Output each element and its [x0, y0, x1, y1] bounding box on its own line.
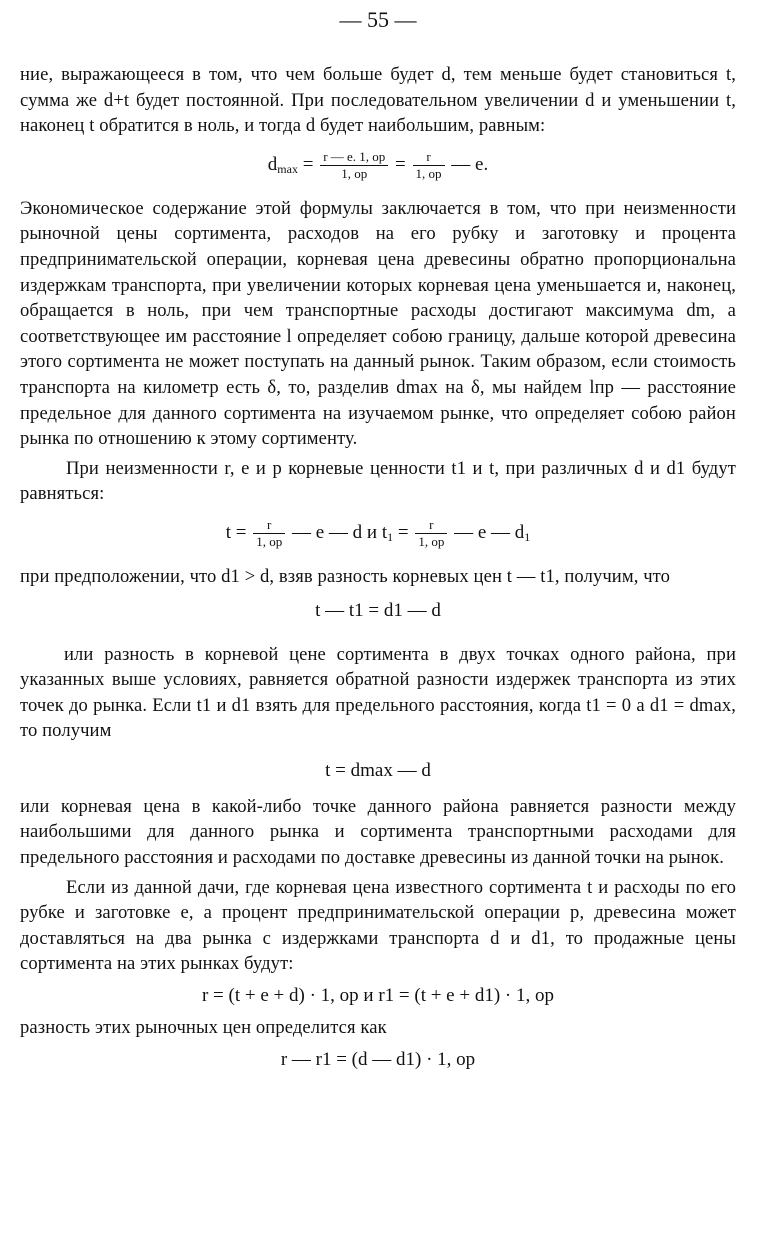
formula-t1-tail: — e — d: [454, 521, 525, 543]
paragraph-3: При неизменности r, e и p корневые ценности t1 и t, при различных d и d1 будут равняться:: [20, 457, 736, 505]
formula-conjunction: и: [366, 521, 378, 543]
formula-t-lhs: t =: [225, 521, 247, 543]
fraction-numerator: r: [413, 149, 445, 166]
fraction-denominator: 1, op: [415, 165, 442, 181]
formula-t1-lhs: t: [381, 521, 388, 543]
formula-dmax-eq-2: =: [395, 153, 406, 175]
paragraph-4: при предположении, что d1 > d, взяв разность корневых цен t — t1, получим, что: [20, 565, 671, 587]
paragraph-7: Если из данной дачи, где корневая цена известного сортимента t и расходы по его рубке и заготовке e, а процент предпринимательской операции p, древесина может доставляться на два рынка с издержками транспорта d и d1, то продажные цены сортимента на этих рынках будут:: [20, 876, 736, 975]
formula-t1-eq: =: [397, 521, 409, 543]
paragraph-8: разность этих рыночных цен определится как: [20, 1017, 387, 1039]
formula-market-prices: r = (t + e + d) · 1, op и r1 = (t + e + d1) · 1, op: [201, 985, 554, 1007]
page-number: — 55 —: [339, 7, 417, 32]
paragraph-1: ние, выражающееся в том, что чем больше будет d, тем меньше будет становиться t, сумма же d+t будет постоянной. При последовательном увеличении d и уменьшении t, наконец t обратится в ноль, и тогда d будет наибольшим, равным:: [20, 64, 736, 137]
formula-t1-fraction: [415, 517, 447, 550]
formula-dmax-tail: — e.: [451, 153, 489, 175]
formula-t-dmax: t = dmax — d: [325, 759, 431, 781]
formula-t-t1: [20, 517, 736, 550]
formula-dmax-fraction-2: [413, 149, 445, 182]
formula-dmax-eq: =: [302, 153, 314, 175]
formula-dmax-lhs-sub: max: [277, 161, 298, 176]
paragraph-6: или корневая цена в какой-либо точке данного района равняется разности между наибольшими для данного рынка и сортимента транспортными расходами для предельного расстояния и расходами по доставке древесины из данной точки на рынок.: [20, 795, 736, 869]
formula-t1-lhs-sub: 1: [387, 529, 394, 544]
fraction-denominator: 1, op: [256, 533, 283, 549]
formula-dmax-fraction-1: [320, 149, 388, 182]
formula-t-tail: — e — d: [291, 521, 363, 543]
formula-price-difference: r — r1 = (d — d1) · 1, op: [280, 1048, 476, 1070]
fraction-denominator: 1, op: [418, 533, 445, 549]
paragraph-2: Экономическое содержание этой формулы заключается в том, что при неизменности рыночной цены сортимента, расходов на его рубку и заготовку и процента предпринимательской операции, корневая цена древесины обратно пропорциональна издержкам транспорта, при увеличении которых корневая цена уменьшается и, наконец, обращается в ноль, при чем транспортные расходы достигают максимума dm, а соответствующее им расстояние l определяет собою границу, дальше которой древесина этого сортимента не может поступать на данный рынок. Таким образом, если стоимость транспорта на километр есть δ, то, разделив dmax на δ, мы найдем lпр — расстояние предельное для данного сортимента на изучаемом рынке, что определяет собою район рынка по отношению к этому сортименту.: [20, 197, 736, 450]
formula-difference: t — t1 = d1 — d: [315, 599, 441, 621]
page: [20, 6, 736, 1073]
paragraph-5: или разность в корневой цене сортимента в двух точках одного района, при указанных выше условиях, равняется обратной разности издержек транспорта из этих точек до рынка. Если t1 и d1 взять для предельного расстояния, когда t1 = 0 а d1 = dmax, то получим: [20, 643, 736, 742]
fraction-numerator: r — e. 1, op: [320, 149, 388, 166]
fraction-denominator: 1, op: [341, 165, 368, 181]
fraction-numerator: r: [415, 517, 447, 534]
formula-dmax: [20, 149, 736, 182]
formula-t1-tail-sub: 1: [524, 529, 531, 544]
fraction-numerator: r: [253, 517, 285, 534]
formula-t-fraction: [253, 517, 285, 550]
formula-dmax-lhs: d: [267, 153, 278, 175]
